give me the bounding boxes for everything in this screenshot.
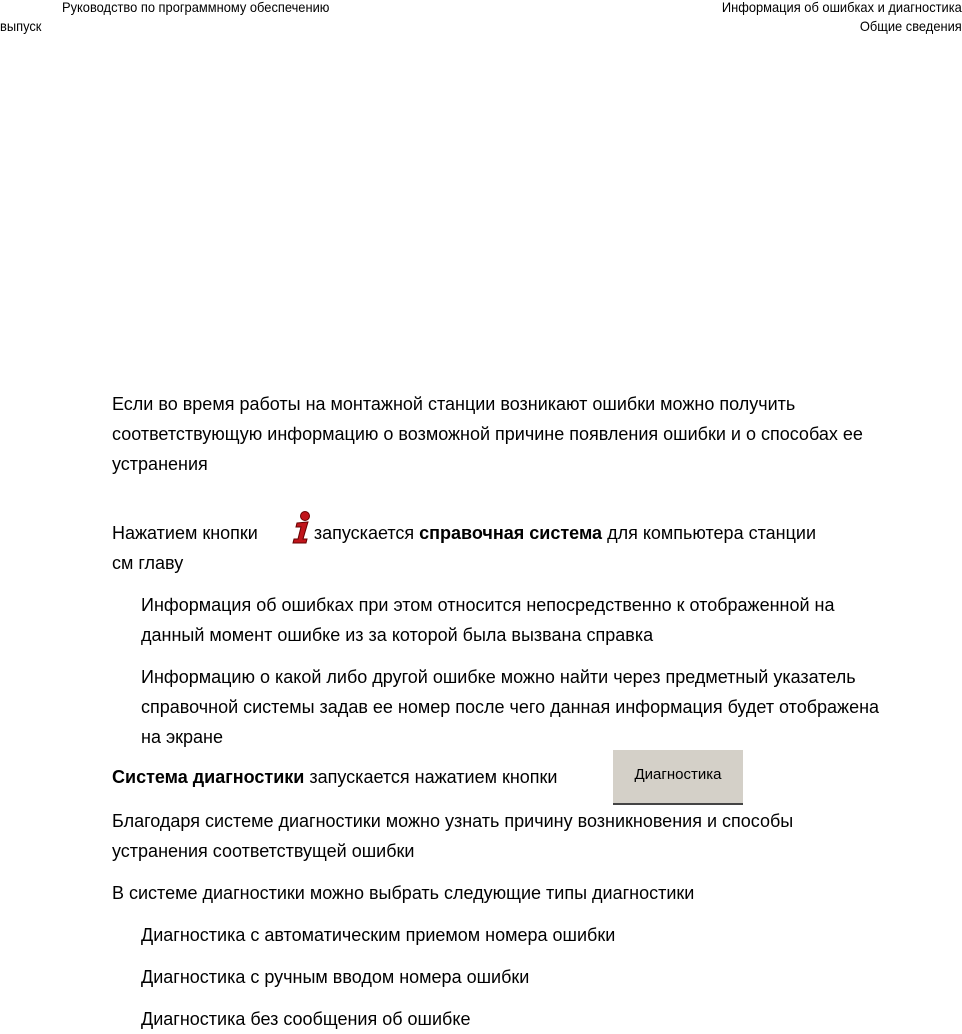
info-help-icon[interactable] xyxy=(288,511,316,545)
bullet-line: Информация об ошибках при этом относится непосредственно к отображенной на xyxy=(141,595,835,615)
help-paragraph xyxy=(112,518,816,548)
bold-term: Система диагностики xyxy=(112,767,305,787)
diagnostics-button[interactable]: Диагностика xyxy=(613,750,743,805)
bullet-line: справочной системы задав ее номер после чего данная информация будет отображена xyxy=(141,697,880,717)
paragraph-line: соответствующую информацию о возможной причине появления ошибки и о способах ее xyxy=(112,424,863,444)
paragraph-line: устранения соответствущей ошибки xyxy=(112,841,415,861)
header-right-chapter: Информация об ошибках и диагностика xyxy=(722,0,962,15)
text: для компьютера станции xyxy=(607,523,816,543)
paragraph-line: В системе диагностики можно выбрать следующие типы диагностики xyxy=(112,883,695,903)
bullet-line: Информацию о какой либо другой ошибке можно найти через предметный указатель xyxy=(141,667,856,687)
bold-term: справочная система xyxy=(419,523,603,543)
bullet-line: данный момент ошибке из за которой была вызвана справка xyxy=(141,625,654,645)
paragraph-line: Если во время работы на монтажной станции возникают ошибки можно получить xyxy=(112,394,796,414)
paragraph-line: см главу xyxy=(112,553,184,573)
header-right-section: Общие сведения xyxy=(860,18,962,34)
paragraph-line: устранения xyxy=(112,454,208,474)
diagnostic-type-item: Диагностика без сообщения об ошибке xyxy=(141,1009,471,1029)
diagnostic-type-item: Диагностика с автоматическим приемом номера ошибки xyxy=(141,925,616,945)
diagnostic-type-item: Диагностика с ручным вводом номера ошибки xyxy=(141,967,530,987)
bullet-line: на экране xyxy=(141,727,223,747)
text: Нажатием кнопки xyxy=(112,523,258,543)
header-left-edition: выпуск xyxy=(0,18,42,34)
paragraph-line: Благодаря системе диагностики можно узнать причину возникновения и способы xyxy=(112,811,794,831)
text: запускается xyxy=(313,523,415,543)
header-left-title: Руководство по программному обеспечению xyxy=(62,0,330,15)
diagnostics-paragraph xyxy=(112,762,557,792)
text: запускается нажатием кнопки xyxy=(309,767,558,787)
